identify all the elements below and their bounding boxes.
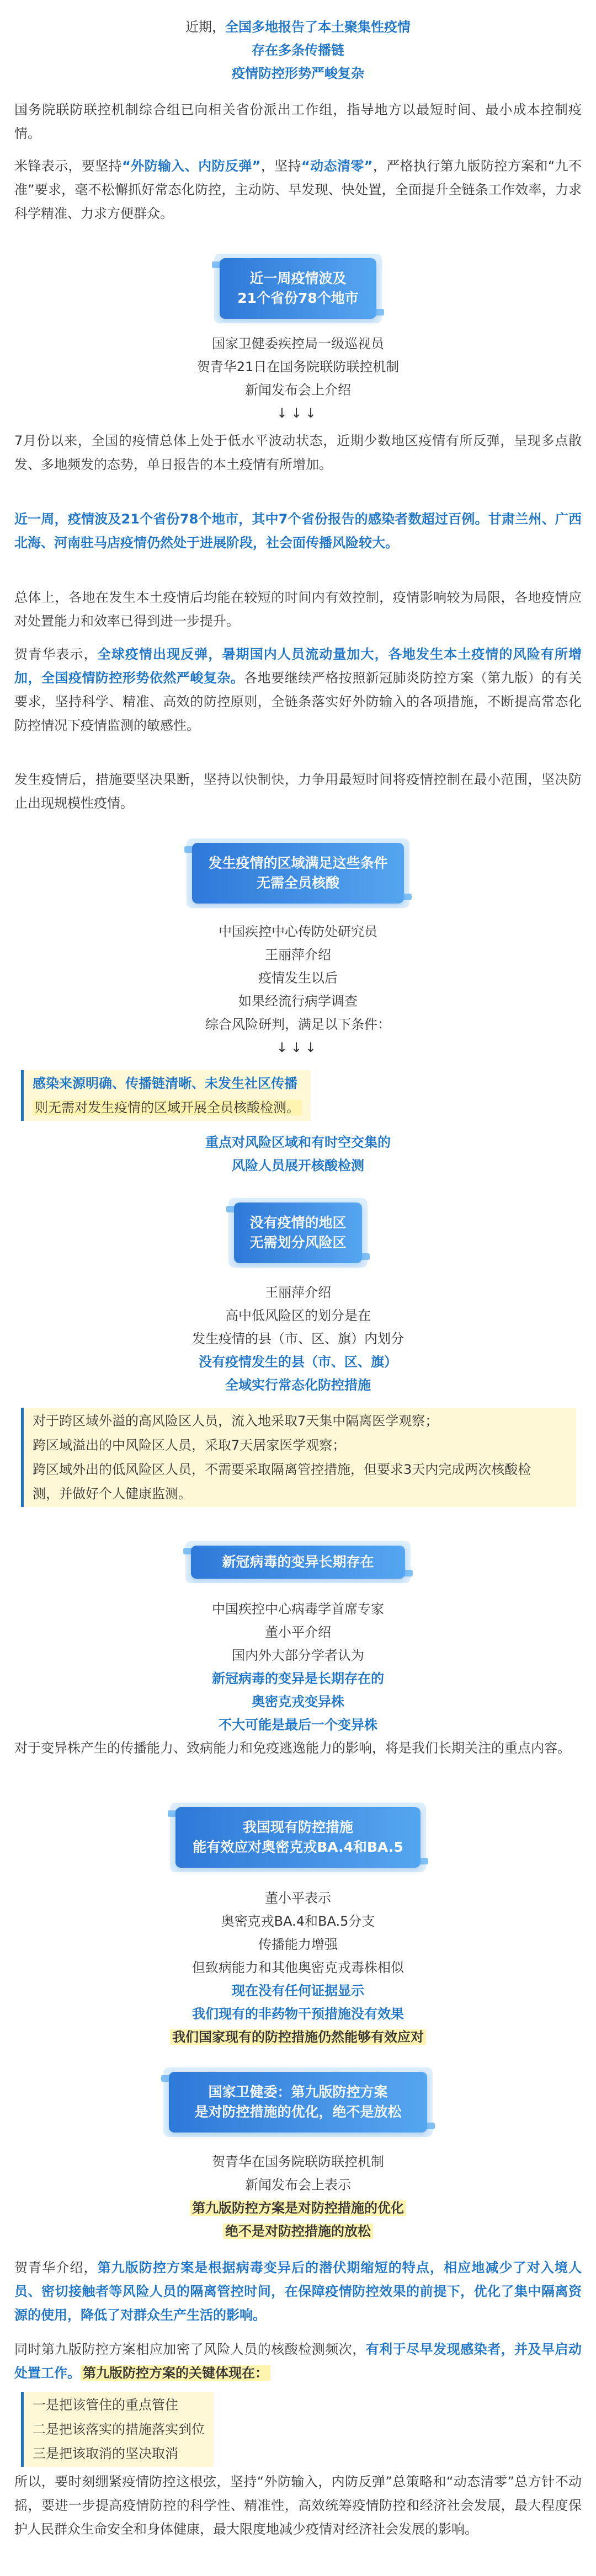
quote-block-1: 国家卫健委疾控局一级巡视员 贺青华21日在国务院联防联控机制 新闻发布会上介绍 ↓↓↓ <box>33 332 563 425</box>
section-badge-wrapper <box>220 258 376 319</box>
paragraph-6: 贺青华表示，全球疫情出现反弹，暑期国内人员流动量加大，各地发生本土疫情的风险有所增加，全国疫情防控形势依然严峻复杂。各地要继续严格按照新冠肺炎防控方案（第九版）的有关要求，坚持科学、精准、高效的防控原则，全链条落实好外防输入的各项措施，不断提高常态化防控情况下疫情监测的敏感性。 <box>14 646 582 733</box>
section-badge-wrapper <box>169 2072 427 2133</box>
highlight-box-2: 对于跨区域外溢的高风险区人员，流入地采取7天集中隔离医学观察； 跨区域溢出的中风险区人员，采取7天居家医学观察； 跨区域外出的低风险区人员，不需要采取隔离管控措施，但要求3天内完成两次核酸检 测，并做好个人健康监测。 <box>21 1408 576 1507</box>
intro-block <box>33 15 563 85</box>
paragraph-10: 同时第九版防控方案相应加密了风险人员的核酸检测频次，有利于尽早发现感染者，并及早启动处置工作。 第九版防控方案的关键体现在： <box>14 2342 582 2381</box>
section-badge: 发生疫情的区域满足这些条件 无需全员核酸 <box>192 843 404 904</box>
quote-block-5: 董小平表示 奥密克戎BA.4和BA.5分支 传播能力增强 但致病能力和其他奥密克戎毒株相似 现在没有任何证据显示 我们现有的非药物干预措施没有效果 我们国家现有的防控措施仍然能够有效应对 <box>33 1886 563 2049</box>
down-arrows-icon: ↓↓↓ <box>276 1040 320 1055</box>
paragraph-11: 所以，要时刻绷紧疫情防控这根弦，坚持“外防输入，内防反弹”总策略和“动态清零”总方针不动摇，要进一步提高疫情防控的科学性、精准性，高效统筹疫情防控和经济社会发展，最大程度保护人民群众生命安全和身体健康，最大限度地减少疫情对经济社会发展的影响。 <box>14 2474 582 2537</box>
intro-line-2: 存在多条传播链 <box>252 42 344 58</box>
paragraph-2: 米锋表示，要坚持“外防输入、内防反弹”，坚持“动态清零”，严格执行第九版防控方案和“九不准”要求，毫不松懈抓好常态化防控，主动防、早发现、快处置，全面提升全链条工作效率，力求科学精准、力求方便群众。 <box>14 158 582 221</box>
paragraph-1: 国务院联防联控机制综合组已向相关省份派出工作组，指导地方以最短时间、最小成本控制疫情。 <box>14 102 582 141</box>
section-badge-wrapper <box>192 843 404 904</box>
paragraph-8: 对于变异株产生的传播能力、致病能力和免疫逃逸能力的影响，将是我们长期关注的重点内容。 <box>14 1740 571 1756</box>
quote-block-4: 中国疾控中心病毒学首席专家 董小平介绍 国内外大部分学者认为 新冠病毒的变异是长期存在的 奥密克戎变异株 不大可能是最后一个变异株 <box>212 1601 384 1733</box>
section-badge-wrapper <box>175 1807 421 1868</box>
section-badge: 国家卫健委：第九版防控方案 是对防控措施的优化，绝不是放松 <box>169 2072 427 2133</box>
intro-line-1: 近期，全国多地报告了本土聚集性疫情 <box>185 19 411 35</box>
section-badge-wrapper <box>234 1203 362 1263</box>
section-badge-wrapper <box>191 1546 405 1579</box>
highlight-box-1: 感染来源明确、传播链清晰、未发生社区传播 则无需对发生疫情的区域开展全员核酸检测。 <box>21 1070 311 1121</box>
highlight-box-3: 一是把该管住的重点管住 二是把该落实的措施落实到位 三是把该取消的坚决取消 <box>21 2392 214 2467</box>
quote-block-2b: 重点对风险区域和有时空交集的 风险人员展开核酸检测 <box>205 1135 391 1173</box>
section-badge: 新冠病毒的变异长期存在 <box>191 1546 405 1579</box>
paragraph-7: 发生疫情后，措施要坚决果断，坚持以快制快，力争用最短时间将疫情控制在最小范围，坚决防止出现规模性疫情。 <box>14 772 582 811</box>
quote-block-3: 王丽萍介绍 高中低风险区的划分是在 发生疫情的县（市、区、旗）内划分 没有疫情发生的县（市、区、旗） 全域实行常态化防控措施 <box>192 1285 404 1393</box>
paragraph-9: 贺青华介绍，第九版防控方案是根据病毒变异后的潜伏期缩短的特点，相应地减少了对入境人员、密切接触者等风险人员的隔离管控时间，在保障疫情防控效果的前提下，优化了集中隔离资源的使用，降低了对群众生产生活的影响。 <box>14 2260 582 2323</box>
down-arrows-icon: ↓↓↓ <box>276 405 320 421</box>
quote-block-6: 贺青华在国务院联防联控机制 新闻发布会上表示 第九版防控方案是对防控措施的优化 绝不是对防控措施的放松 <box>33 2150 563 2243</box>
intro-line-3: 疫情防控形势严峻复杂 <box>232 66 364 81</box>
section-badge: 我国现有防控措施 能有效应对奥密克戎BA.4和BA.5 <box>175 1807 421 1868</box>
section-badge: 没有疫情的地区 无需划分风险区 <box>234 1203 362 1263</box>
paragraph-3: 7月份以来，全国的疫情总体上处于低水平波动状态，近期少数地区疫情有所反弹，呈现多点散发、多地频发的态势，单日报告的本土疫情有所增加。 <box>14 433 582 472</box>
paragraph-5: 总体上，各地在发生本土疫情后均能在较短的时间内有效控制，疫情影响较为局限，各地疫情应对处置能力和效率已得到进一步提升。 <box>14 590 582 629</box>
section-badge: 近一周疫情波及 21个省份78个地市 <box>220 258 376 319</box>
paragraph-4: 近一周，疫情波及21个省份78个地市，其中7个省份报告的感染者数超过百例。甘肃兰州、广西北海、河南驻马店疫情仍然处于进展阶段，社会面传播风险较大。 <box>14 511 582 551</box>
quote-block-2: 中国疾控中心传防处研究员 王丽萍介绍 疫情发生以后 如果经流行病学调查 综合风险研判，满足以下条件： ↓↓↓ <box>33 920 563 1059</box>
